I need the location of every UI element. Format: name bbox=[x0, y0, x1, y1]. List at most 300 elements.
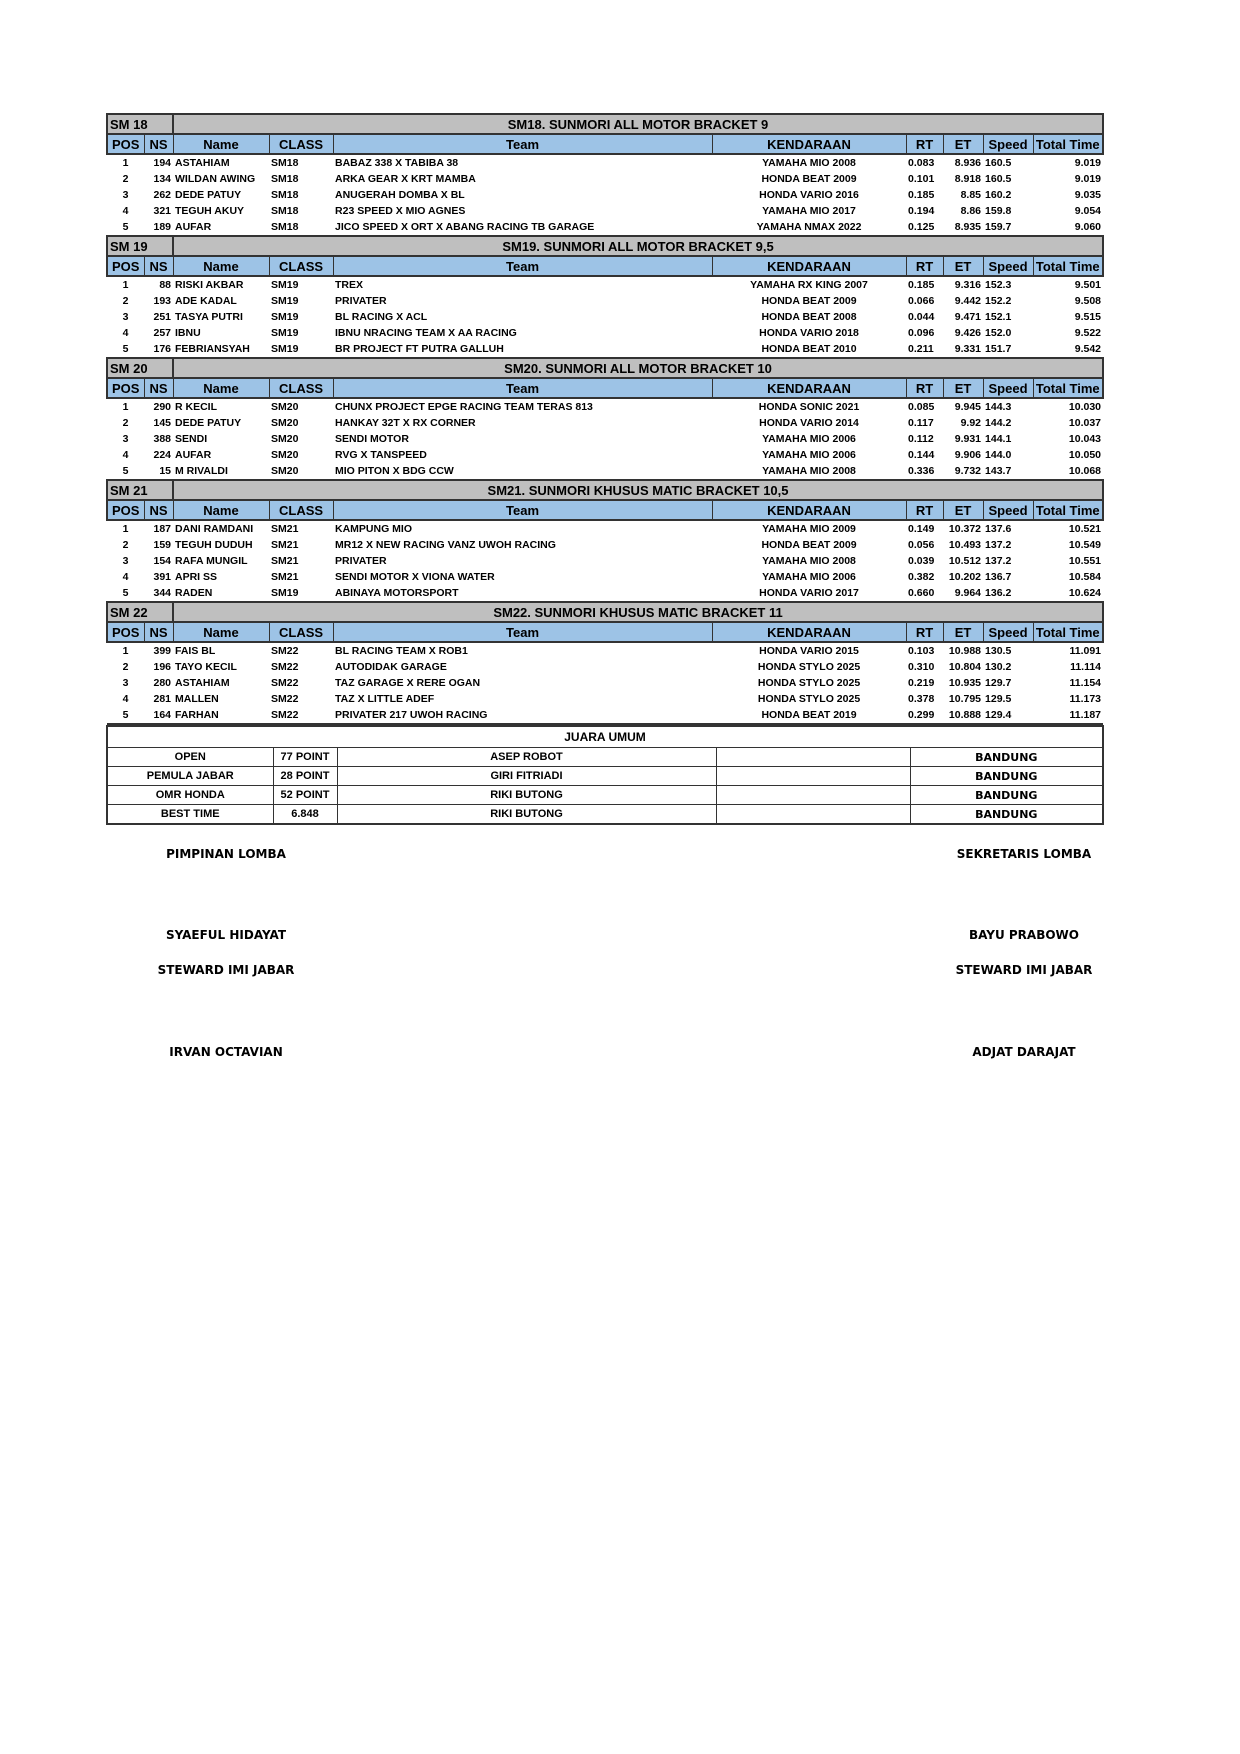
cell-kendaraan: HONDA SONIC 2021 bbox=[758, 401, 860, 413]
cell-kendaraan: HONDA BEAT 2019 bbox=[712, 707, 906, 724]
cell-class: SM22 bbox=[271, 693, 299, 705]
cell-name: TAYO KECIL bbox=[175, 661, 237, 673]
cell-total: 10.549 bbox=[1068, 539, 1102, 551]
column-header-team: Team bbox=[333, 622, 712, 642]
column-header-class: CLASS bbox=[269, 378, 333, 398]
cell-kendaraan: HONDA STYLO 2025 bbox=[757, 677, 861, 689]
cell-et: 9.331 bbox=[943, 341, 983, 358]
cell-total: 9.060 bbox=[1033, 219, 1103, 236]
cell-team: R23 SPEED X MIO AGNES bbox=[335, 205, 466, 217]
cell-team: JICO SPEED X ORT X ABANG RACING TB GARAGE bbox=[333, 219, 712, 236]
table-row bbox=[107, 585, 1103, 602]
group-title: SM21. SUNMORI KHUSUS MATIC BRACKET 10,5 bbox=[173, 480, 1103, 500]
cell-pos: 2 bbox=[122, 417, 129, 429]
cell-kendaraan: YAMAHA MIO 2017 bbox=[762, 205, 856, 217]
juara-cell-points: 77 POINT bbox=[273, 748, 337, 767]
group-code: SM 19 bbox=[107, 236, 173, 256]
cell-et: 10.493 bbox=[948, 539, 982, 551]
cell-team: BABAZ 338 X TABIBA 38 bbox=[335, 157, 459, 169]
signature-right-role2: STEWARD IMI JABAR bbox=[955, 963, 1093, 977]
cell-rt: 0.299 bbox=[906, 707, 943, 724]
cell-speed: 143.7 bbox=[983, 463, 1033, 480]
cell-team: PRIVATER 217 UWOH RACING bbox=[333, 707, 712, 724]
cell-team: PRIVATER bbox=[335, 295, 387, 307]
table-row bbox=[107, 203, 1103, 219]
cell-total: 10.050 bbox=[1068, 449, 1102, 461]
column-header-pos: POS bbox=[107, 622, 144, 642]
cell-class: SM21 bbox=[271, 523, 299, 535]
cell-name: ADE KADAL bbox=[175, 295, 237, 307]
table-row bbox=[107, 675, 1103, 691]
cell-ns: 154 bbox=[153, 555, 172, 567]
cell-total: 11.154 bbox=[1069, 677, 1102, 689]
results-table bbox=[106, 113, 1104, 725]
cell-ns: 251 bbox=[153, 311, 172, 323]
cell-ns: 189 bbox=[144, 219, 173, 236]
column-header-pos: POS bbox=[107, 256, 144, 276]
cell-total: 10.068 bbox=[1033, 463, 1103, 480]
column-header-speed: Speed bbox=[983, 500, 1033, 520]
column-header-class: CLASS bbox=[269, 134, 333, 154]
juara-cell-blank bbox=[716, 786, 910, 805]
cell-speed: 160.2 bbox=[985, 189, 1012, 201]
cell-pos: 3 bbox=[122, 555, 129, 567]
group-title: SM19. SUNMORI ALL MOTOR BRACKET 9,5 bbox=[173, 236, 1103, 256]
column-header-speed: Speed bbox=[983, 622, 1033, 642]
cell-name: RADEN bbox=[173, 585, 269, 602]
cell-team: MIO PITON X BDG CCW bbox=[333, 463, 712, 480]
cell-ns: 290 bbox=[153, 401, 172, 413]
cell-pos: 4 bbox=[122, 449, 129, 461]
column-header-total: Total Time bbox=[1033, 134, 1103, 154]
column-header-ns: NS bbox=[144, 378, 173, 398]
juara-cell-name: GIRI FITRIADI bbox=[337, 767, 716, 786]
cell-speed: 137.2 bbox=[985, 555, 1012, 567]
juara-cell-category: PEMULA JABAR bbox=[107, 767, 273, 786]
cell-team: TAZ GARAGE X RERE OGAN bbox=[335, 677, 481, 689]
cell-ns: 280 bbox=[153, 677, 172, 689]
signature-left-role: PIMPINAN LOMBA bbox=[166, 847, 286, 861]
cell-ns: 15 bbox=[144, 463, 173, 480]
juara-cell-category: BEST TIME bbox=[107, 805, 273, 825]
table-row bbox=[107, 325, 1103, 341]
column-header-kendaraan: KENDARAAN bbox=[712, 134, 906, 154]
cell-class: SM19 bbox=[271, 327, 299, 339]
cell-ns: 388 bbox=[153, 433, 172, 445]
column-header-team: Team bbox=[333, 134, 712, 154]
cell-speed: 130.5 bbox=[985, 645, 1012, 657]
column-header-team: Team bbox=[333, 500, 712, 520]
juara-cell-category: OPEN bbox=[107, 748, 273, 767]
cell-class: SM18 bbox=[271, 173, 299, 185]
signature-right-role: SEKRETARIS LOMBA bbox=[956, 847, 1092, 861]
cell-team: BL RACING TEAM X ROB1 bbox=[335, 645, 468, 657]
cell-ns: 224 bbox=[153, 449, 172, 461]
cell-name: RAFA MUNGIL bbox=[175, 555, 248, 567]
cell-total: 10.037 bbox=[1068, 417, 1102, 429]
cell-pos: 1 bbox=[122, 645, 129, 657]
juara-cell-points: 6.848 bbox=[273, 805, 337, 825]
group-code: SM 21 bbox=[107, 480, 173, 500]
cell-speed: 136.7 bbox=[985, 571, 1012, 583]
group-header-row bbox=[107, 114, 1103, 134]
cell-class: SM20 bbox=[271, 433, 299, 445]
cell-rt: 0.185 bbox=[908, 189, 935, 201]
cell-et: 9.316 bbox=[954, 279, 982, 291]
column-header-speed: Speed bbox=[983, 256, 1033, 276]
juara-cell-blank bbox=[716, 805, 910, 825]
cell-team: ANUGERAH DOMBA X BL bbox=[335, 189, 465, 201]
cell-pos: 5 bbox=[107, 463, 144, 480]
cell-et: 9.92 bbox=[960, 417, 982, 429]
cell-team: AUTODIDAK GARAGE bbox=[335, 661, 447, 673]
column-header-et: ET bbox=[943, 378, 983, 398]
column-header-ns: NS bbox=[144, 256, 173, 276]
cell-pos: 2 bbox=[122, 173, 129, 185]
group-title: SM22. SUNMORI KHUSUS MATIC BRACKET 11 bbox=[173, 602, 1103, 622]
column-header-name: Name bbox=[173, 256, 269, 276]
cell-ns: 134 bbox=[153, 173, 172, 185]
cell-total: 9.035 bbox=[1074, 189, 1102, 201]
signature-right-name2: ADJAT DARAJAT bbox=[972, 1045, 1076, 1059]
cell-rt: 0.310 bbox=[908, 661, 935, 673]
cell-name: FAIS BL bbox=[175, 645, 216, 657]
cell-team: IBNU NRACING TEAM X AA RACING bbox=[335, 327, 517, 339]
group-title: SM20. SUNMORI ALL MOTOR BRACKET 10 bbox=[173, 358, 1103, 378]
cell-name: M RIVALDI bbox=[173, 463, 269, 480]
column-header-total: Total Time bbox=[1033, 378, 1103, 398]
group-code: SM 20 bbox=[107, 358, 173, 378]
column-header-class: CLASS bbox=[269, 500, 333, 520]
cell-et: 10.988 bbox=[948, 645, 982, 657]
column-header-row bbox=[107, 500, 1103, 520]
cell-et: 8.935 bbox=[943, 219, 983, 236]
cell-pos: 3 bbox=[122, 189, 129, 201]
cell-kendaraan: YAMAHA MIO 2006 bbox=[762, 433, 856, 445]
cell-rt: 0.103 bbox=[908, 645, 935, 657]
group-header-row bbox=[107, 358, 1103, 378]
column-header-et: ET bbox=[943, 134, 983, 154]
cell-et: 8.86 bbox=[960, 205, 982, 217]
column-header-team: Team bbox=[333, 378, 712, 398]
cell-et: 10.804 bbox=[948, 661, 982, 673]
cell-ns: 176 bbox=[144, 341, 173, 358]
cell-name: FEBRIANSYAH bbox=[173, 341, 269, 358]
cell-pos: 5 bbox=[107, 341, 144, 358]
column-header-et: ET bbox=[943, 256, 983, 276]
cell-team: CHUNX PROJECT EPGE RACING TEAM TERAS 813 bbox=[335, 401, 593, 413]
cell-name: APRI SS bbox=[175, 571, 218, 583]
cell-et: 10.888 bbox=[943, 707, 983, 724]
cell-total: 10.624 bbox=[1033, 585, 1103, 602]
cell-pos: 2 bbox=[122, 295, 129, 307]
group-header-row bbox=[107, 236, 1103, 256]
cell-pos: 1 bbox=[122, 157, 129, 169]
cell-name: ASTAHIAM bbox=[175, 677, 230, 689]
cell-pos: 4 bbox=[122, 693, 129, 705]
cell-ns: 164 bbox=[144, 707, 173, 724]
column-header-total: Total Time bbox=[1033, 622, 1103, 642]
table-row bbox=[107, 707, 1103, 724]
cell-kendaraan: YAMAHA MIO 2009 bbox=[762, 523, 856, 535]
cell-et: 9.426 bbox=[954, 327, 982, 339]
cell-rt: 0.096 bbox=[908, 327, 935, 339]
cell-total: 10.551 bbox=[1068, 555, 1102, 567]
cell-team: SENDI MOTOR X VIONA WATER bbox=[335, 571, 495, 583]
cell-total: 10.043 bbox=[1068, 433, 1102, 445]
cell-kendaraan: HONDA BEAT 2009 bbox=[761, 295, 857, 307]
cell-kendaraan: HONDA STYLO 2025 bbox=[757, 693, 861, 705]
signature-left-role2: STEWARD IMI JABAR bbox=[157, 963, 295, 977]
cell-pos: 5 bbox=[107, 707, 144, 724]
cell-rt: 0.336 bbox=[906, 463, 943, 480]
cell-rt: 0.112 bbox=[908, 433, 934, 445]
cell-kendaraan: HONDA VARIO 2018 bbox=[759, 327, 859, 339]
cell-kendaraan: HONDA BEAT 2009 bbox=[761, 173, 857, 185]
cell-class: SM19 bbox=[271, 311, 299, 323]
cell-speed: 130.2 bbox=[985, 661, 1012, 673]
cell-rt: 0.066 bbox=[908, 295, 935, 307]
cell-total: 9.054 bbox=[1074, 205, 1102, 217]
cell-rt: 0.044 bbox=[908, 311, 935, 323]
juara-cell-points: 52 POINT bbox=[273, 786, 337, 805]
cell-name: DANI RAMDANI bbox=[175, 523, 254, 535]
cell-rt: 0.039 bbox=[908, 555, 935, 567]
cell-et: 9.732 bbox=[943, 463, 983, 480]
cell-rt: 0.056 bbox=[908, 539, 935, 551]
cell-team: KAMPUNG MIO bbox=[335, 523, 413, 535]
table-row bbox=[107, 187, 1103, 203]
cell-class: SM22 bbox=[271, 661, 299, 673]
cell-ns: 262 bbox=[153, 189, 172, 201]
signature-left-name2: IRVAN OCTAVIAN bbox=[169, 1045, 283, 1059]
juara-cell-blank bbox=[716, 748, 910, 767]
cell-name: TEGUH AKUY bbox=[175, 205, 245, 217]
cell-kendaraan: HONDA VARIO 2015 bbox=[759, 645, 859, 657]
column-header-rt: RT bbox=[906, 500, 943, 520]
cell-kendaraan: HONDA BEAT 2008 bbox=[761, 311, 857, 323]
signature-left-name1: SYAEFUL HIDAYAT bbox=[165, 928, 287, 942]
cell-team: PRIVATER bbox=[335, 555, 387, 567]
cell-speed: 137.2 bbox=[985, 539, 1012, 551]
cell-total: 11.114 bbox=[1070, 661, 1102, 673]
cell-rt: 0.125 bbox=[906, 219, 943, 236]
juara-cell-name: RIKI BUTONG bbox=[337, 786, 716, 805]
cell-team: BL RACING X ACL bbox=[335, 311, 428, 323]
cell-name: WILDAN AWING bbox=[175, 173, 256, 185]
cell-et: 9.964 bbox=[943, 585, 983, 602]
column-header-total: Total Time bbox=[1033, 500, 1103, 520]
cell-ns: 257 bbox=[153, 327, 172, 339]
cell-total: 11.091 bbox=[1069, 645, 1102, 657]
column-header-kendaraan: KENDARAAN bbox=[712, 378, 906, 398]
cell-pos: 5 bbox=[107, 585, 144, 602]
cell-pos: 3 bbox=[122, 433, 129, 445]
cell-kendaraan: YAMAHA MIO 2006 bbox=[762, 449, 856, 461]
table-row bbox=[107, 293, 1103, 309]
cell-speed: 152.1 bbox=[985, 311, 1012, 323]
cell-ns: 159 bbox=[153, 539, 172, 551]
juara-umum-row bbox=[107, 805, 1103, 825]
cell-rt: 0.085 bbox=[908, 401, 935, 413]
cell-ns: 145 bbox=[153, 417, 172, 429]
cell-rt: 0.149 bbox=[908, 523, 935, 535]
column-header-et: ET bbox=[943, 500, 983, 520]
cell-name: MALLEN bbox=[175, 693, 219, 705]
cell-class: SM18 bbox=[269, 219, 333, 236]
cell-speed: 159.7 bbox=[983, 219, 1033, 236]
column-header-row bbox=[107, 134, 1103, 154]
cell-speed: 144.3 bbox=[985, 401, 1012, 413]
cell-et: 10.512 bbox=[948, 555, 982, 567]
cell-class: SM20 bbox=[271, 417, 299, 429]
cell-total: 10.521 bbox=[1068, 523, 1102, 535]
cell-pos: 4 bbox=[122, 571, 129, 583]
cell-class: SM20 bbox=[271, 449, 299, 461]
cell-name: R KECIL bbox=[175, 401, 218, 413]
cell-class: SM18 bbox=[271, 157, 299, 169]
cell-kendaraan: HONDA STYLO 2025 bbox=[757, 661, 861, 673]
cell-rt: 0.083 bbox=[908, 157, 935, 169]
cell-ns: 187 bbox=[153, 523, 172, 535]
cell-rt: 0.185 bbox=[908, 279, 935, 291]
column-header-name: Name bbox=[173, 134, 269, 154]
column-header-kendaraan: KENDARAAN bbox=[712, 256, 906, 276]
table-row bbox=[107, 398, 1103, 415]
cell-ns: 281 bbox=[153, 693, 172, 705]
table-row bbox=[107, 431, 1103, 447]
cell-speed: 160.5 bbox=[985, 173, 1012, 185]
cell-kendaraan: YAMAHA MIO 2008 bbox=[712, 463, 906, 480]
cell-class: SM19 bbox=[271, 295, 299, 307]
cell-speed: 137.6 bbox=[985, 523, 1012, 535]
cell-et: 8.85 bbox=[960, 189, 982, 201]
column-header-name: Name bbox=[173, 622, 269, 642]
cell-speed: 144.2 bbox=[985, 417, 1012, 429]
group-header-row bbox=[107, 480, 1103, 500]
cell-pos: 3 bbox=[122, 677, 129, 689]
cell-et: 8.918 bbox=[954, 173, 982, 185]
column-header-et: ET bbox=[943, 622, 983, 642]
cell-name: AUFAR bbox=[175, 449, 212, 461]
cell-name: ASTAHIAM bbox=[175, 157, 230, 169]
column-header-ns: NS bbox=[144, 622, 173, 642]
cell-speed: 160.5 bbox=[985, 157, 1012, 169]
cell-speed: 136.2 bbox=[983, 585, 1033, 602]
cell-team: BR PROJECT FT PUTRA GALLUH bbox=[333, 341, 712, 358]
cell-total: 11.173 bbox=[1069, 693, 1102, 705]
cell-class: SM21 bbox=[271, 555, 299, 567]
cell-rt: 0.660 bbox=[906, 585, 943, 602]
cell-class: SM21 bbox=[271, 539, 299, 551]
cell-name: DEDE PATUY bbox=[175, 417, 242, 429]
column-header-kendaraan: KENDARAAN bbox=[712, 622, 906, 642]
cell-kendaraan: YAMAHA MIO 2008 bbox=[762, 555, 856, 567]
cell-speed: 144.0 bbox=[985, 449, 1012, 461]
table-row bbox=[107, 659, 1103, 675]
cell-rt: 0.194 bbox=[908, 205, 935, 217]
juara-cell-name: RIKI BUTONG bbox=[337, 805, 716, 825]
juara-cell-city: BANDUNG bbox=[910, 748, 1103, 767]
cell-rt: 0.211 bbox=[906, 341, 943, 358]
table-row bbox=[107, 569, 1103, 585]
cell-kendaraan: YAMAHA NMAX 2022 bbox=[712, 219, 906, 236]
column-header-ns: NS bbox=[144, 500, 173, 520]
column-header-class: CLASS bbox=[269, 622, 333, 642]
cell-speed: 152.0 bbox=[985, 327, 1012, 339]
cell-pos: 5 bbox=[107, 219, 144, 236]
results-sheet bbox=[106, 113, 1102, 825]
cell-team: ABINAYA MOTORSPORT bbox=[333, 585, 712, 602]
cell-speed: 152.2 bbox=[985, 295, 1012, 307]
cell-ns: 399 bbox=[153, 645, 172, 657]
table-row bbox=[107, 415, 1103, 431]
cell-name: IBNU bbox=[175, 327, 201, 339]
column-header-rt: RT bbox=[906, 256, 943, 276]
cell-name: RISKI AKBAR bbox=[175, 279, 244, 291]
column-header-rt: RT bbox=[906, 378, 943, 398]
cell-team: RVG X TANSPEED bbox=[335, 449, 427, 461]
column-header-name: Name bbox=[173, 378, 269, 398]
cell-pos: 4 bbox=[122, 205, 129, 217]
cell-kendaraan: HONDA BEAT 2010 bbox=[712, 341, 906, 358]
column-header-kendaraan: KENDARAAN bbox=[712, 500, 906, 520]
cell-class: SM18 bbox=[271, 205, 299, 217]
cell-ns: 88 bbox=[159, 279, 172, 291]
cell-total: 10.584 bbox=[1068, 571, 1102, 583]
cell-kendaraan: YAMAHA MIO 2008 bbox=[762, 157, 856, 169]
table-row bbox=[107, 309, 1103, 325]
column-header-row bbox=[107, 622, 1103, 642]
cell-kendaraan: YAMAHA RX KING 2007 bbox=[750, 279, 868, 291]
cell-total: 9.522 bbox=[1074, 327, 1102, 339]
cell-ns: 391 bbox=[153, 571, 172, 583]
column-header-team: Team bbox=[333, 256, 712, 276]
cell-speed: 159.8 bbox=[985, 205, 1012, 217]
column-header-rt: RT bbox=[906, 134, 943, 154]
juara-cell-blank bbox=[716, 767, 910, 786]
cell-name: TEGUH DUDUH bbox=[175, 539, 253, 551]
juara-umum-row bbox=[107, 786, 1103, 805]
column-header-row bbox=[107, 256, 1103, 276]
group-header-row bbox=[107, 602, 1103, 622]
column-header-speed: Speed bbox=[983, 378, 1033, 398]
juara-cell-city: BANDUNG bbox=[910, 805, 1103, 825]
column-header-name: Name bbox=[173, 500, 269, 520]
juara-umum-title-row bbox=[107, 726, 1103, 748]
cell-et: 10.202 bbox=[948, 571, 982, 583]
cell-total: 9.508 bbox=[1074, 295, 1102, 307]
juara-cell-name: ASEP ROBOT bbox=[337, 748, 716, 767]
cell-speed: 129.4 bbox=[983, 707, 1033, 724]
cell-rt: 0.101 bbox=[908, 173, 935, 185]
cell-et: 9.442 bbox=[954, 295, 982, 307]
cell-et: 10.795 bbox=[948, 693, 982, 705]
cell-pos: 1 bbox=[122, 523, 129, 535]
juara-umum-row bbox=[107, 748, 1103, 767]
juara-umum-title: JUARA UMUM bbox=[107, 726, 1103, 748]
cell-rt: 0.378 bbox=[908, 693, 935, 705]
cell-class: SM21 bbox=[271, 571, 299, 583]
column-header-speed: Speed bbox=[983, 134, 1033, 154]
cell-class: SM22 bbox=[271, 645, 299, 657]
cell-speed: 129.5 bbox=[985, 693, 1012, 705]
cell-ns: 193 bbox=[153, 295, 172, 307]
cell-team: ARKA GEAR X KRT MAMBA bbox=[335, 173, 476, 185]
cell-kendaraan: HONDA BEAT 2009 bbox=[761, 539, 857, 551]
cell-speed: 152.3 bbox=[985, 279, 1012, 291]
cell-et: 9.906 bbox=[954, 449, 982, 461]
